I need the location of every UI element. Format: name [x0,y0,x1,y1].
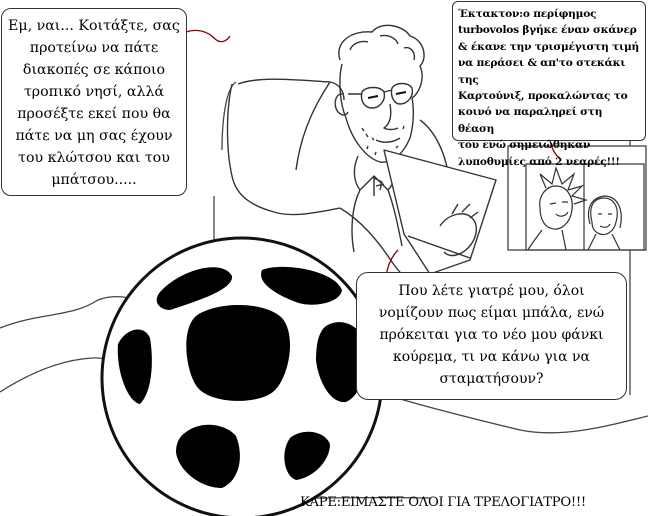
speech-line: σταματήσουν? [439,371,544,387]
soccer-ball [102,238,382,516]
news-line: Καρτούνιξ, προκαλώντας το [458,90,628,103]
speech-line: προτείνω να πάτε [29,40,159,56]
speech-bubble-doctor [1,8,187,196]
news-line: Έκτακτον:ο περίφημος [458,8,597,20]
news-line: να περάσει & απ'το στεκάκι της [458,57,626,86]
news-announcement-box [452,1,646,168]
speech-bubble-ball [356,272,627,400]
news-line: λυποθυμίες από 2 νεαρές!!! [458,155,620,168]
news-line: κοινό να παραληρεί στη θέαση [458,106,603,135]
speech-line: κούρεμα, τι να κάνω για να [392,349,591,365]
speech-line: διακοπές σε κάποιο [22,62,166,78]
speech-line: μπάτσου..... [51,172,137,188]
news-line: turbovolos βγήκε έναν σκάνερ [458,24,637,37]
news-line: του ενώ σημειώθηκαν [458,139,591,152]
panel-caption: ΚΑΡΕ:ΕΙΜΑΣΤΕ ΟΛΟΙ ΓΙΑ ΤΡΕΛΟΓΙΑΤΡΟ!!! [300,495,586,510]
speech-line: προσέξτε εκεί που θα [17,106,171,122]
speech-line: Που λέτε γιατρέ μου, όλοι [398,283,585,299]
speech-line: πάτε να μη σας έχουν [15,128,173,144]
speech-line: τροπικό νησί, αλλά [23,84,165,100]
speech-line: του κλώτσου και του [18,150,170,166]
news-line: & έκανε την τρισμέγιστη τιμή [458,40,639,53]
speech-line: Εμ, ναι... Κοιτάξτε, σας [8,18,180,34]
speech-line: νομίζουν πως είμαι μπάλα, ενώ [378,305,605,321]
speech-line: πρόκειται για το νέο μου φάνκι [379,327,604,343]
